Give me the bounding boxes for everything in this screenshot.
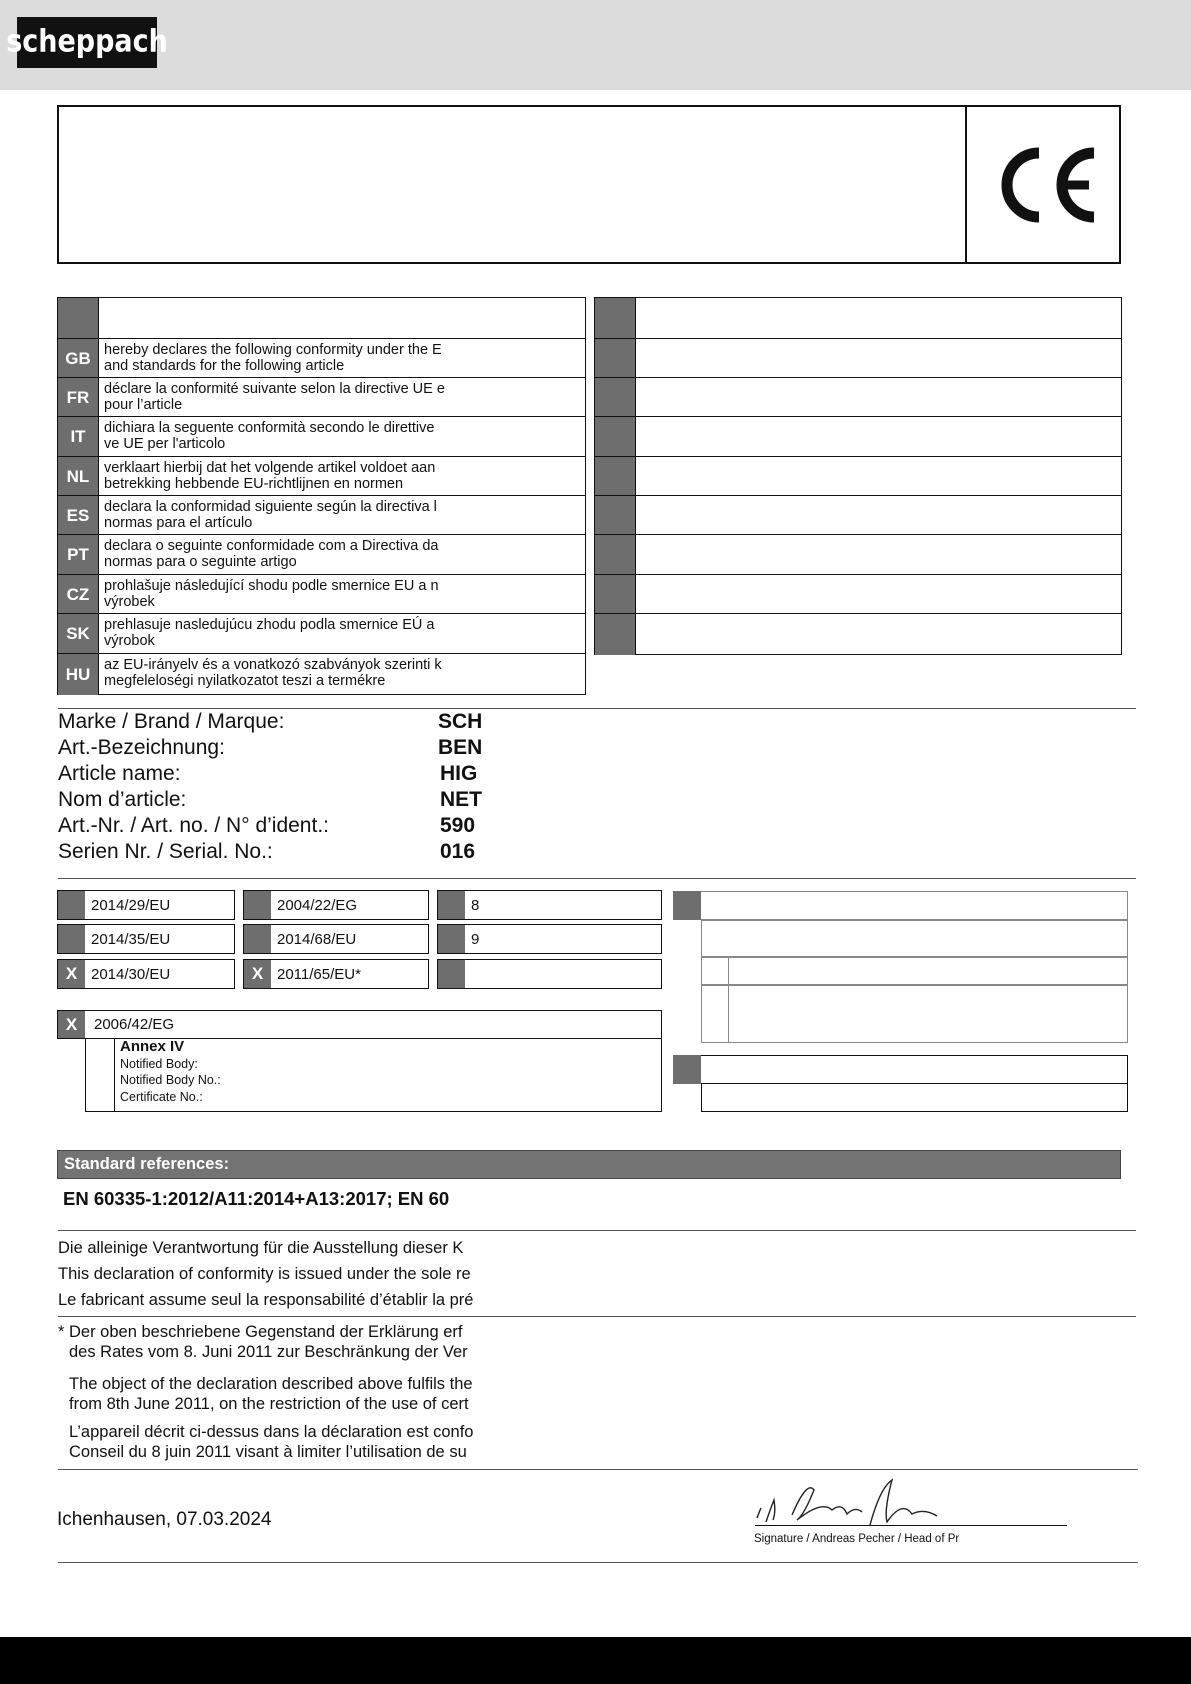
signature-caption: Signature / Andreas Pecher / Head of Pr bbox=[754, 1533, 960, 1545]
language-text-line2: ve UE per l'articolo bbox=[104, 436, 226, 452]
certificate-no-label: Certificate No.: bbox=[120, 1089, 203, 1104]
language-text-line1: hereby declares the following conformity under the E bbox=[104, 342, 442, 358]
language-text-line1: déclare la conformité suivante selon la directive UE e bbox=[104, 381, 445, 397]
logo-text: scheppach bbox=[6, 22, 168, 59]
language-table-right bbox=[594, 297, 1122, 655]
language-row-hu bbox=[58, 653, 585, 695]
language-row bbox=[595, 574, 1121, 614]
language-text-line1: prehlasuje nasledujúcu zhodu podla smernice EÚ a bbox=[104, 617, 435, 633]
language-code-blank bbox=[58, 298, 99, 338]
annex-title: Annex IV bbox=[120, 1038, 185, 1055]
language-row-gb bbox=[58, 338, 585, 378]
directive-checkbox bbox=[58, 891, 85, 919]
language-text-line2: and standards for the following article bbox=[104, 358, 345, 374]
designation-value: BEN bbox=[438, 736, 483, 759]
directive-checkbox: X bbox=[58, 960, 85, 988]
art-no-label: Art.-Nr. / Art. no. / N° d’ident.: bbox=[58, 814, 329, 837]
directive-text: 2014/68/EU bbox=[277, 931, 357, 948]
nom-article-label: Nom d’article: bbox=[58, 788, 187, 811]
responsibility-fr: Le fabricant assume seul la responsabilité d’établir la pré bbox=[58, 1291, 474, 1309]
designation-label: Art.-Bezeichnung: bbox=[58, 736, 225, 759]
language-row bbox=[595, 456, 1121, 496]
blank-checkbox bbox=[673, 891, 701, 920]
language-text-line1: az EU-irányelv és a vonatkozó szabványok szerinti k bbox=[104, 657, 442, 673]
language-header-row bbox=[58, 298, 585, 338]
language-row-fr bbox=[58, 377, 585, 417]
directive-box bbox=[57, 959, 235, 989]
language-text-line2: betrekking hebbende EU-richtlijnen en normen bbox=[104, 476, 404, 492]
language-code: HU bbox=[58, 654, 99, 695]
article-name-value: HIG bbox=[440, 762, 478, 785]
language-code: NL bbox=[58, 457, 99, 496]
language-text-line1: prohlašuje následující shodu podle smernice EU a n bbox=[104, 578, 439, 594]
divider bbox=[58, 1316, 1136, 1317]
rohs-note-en-1: The object of the declaration described above fulfils the bbox=[69, 1375, 473, 1393]
directive-box bbox=[437, 924, 662, 954]
directive-box bbox=[243, 959, 429, 989]
blank-box bbox=[701, 1083, 1128, 1112]
directive-text: 2014/30/EU bbox=[91, 966, 171, 983]
divider bbox=[58, 1469, 1138, 1470]
blank-box bbox=[673, 891, 1128, 920]
blank-checkbox bbox=[673, 1055, 701, 1084]
responsibility-en: This declaration of conformity is issued under the sole re bbox=[58, 1265, 471, 1283]
directive-checkbox: X bbox=[244, 960, 271, 988]
annex-box bbox=[85, 1039, 662, 1112]
blank-box bbox=[673, 1055, 1128, 1084]
machinery-directive-box bbox=[57, 1010, 662, 1039]
language-row bbox=[595, 377, 1121, 417]
language-code-blank bbox=[595, 417, 636, 457]
language-row-es bbox=[58, 495, 585, 535]
directive-text: 2011/65/EU* bbox=[277, 966, 361, 983]
directive-box bbox=[243, 890, 429, 920]
language-row-pt bbox=[58, 534, 585, 575]
language-row bbox=[595, 338, 1121, 378]
rohs-note-fr-1: L’appareil décrit ci-dessus dans la déclaration est confo bbox=[69, 1423, 474, 1441]
directive-checkbox bbox=[438, 891, 465, 919]
language-code-blank bbox=[595, 339, 636, 378]
language-text-line2: normas para el artículo bbox=[104, 515, 253, 531]
directive-checkbox bbox=[438, 925, 465, 953]
language-text-line1: dichiara la seguente conformità secondo le direttive bbox=[104, 420, 435, 436]
directive-checkbox bbox=[58, 925, 85, 953]
language-text-line2: normas para o seguinte artigo bbox=[104, 554, 297, 570]
directive-text: 2004/22/EG bbox=[277, 897, 358, 914]
rohs-note-en-2: from 8th June 2011, on the restriction of the use of cert bbox=[69, 1395, 469, 1413]
language-row bbox=[595, 534, 1121, 575]
language-code-blank bbox=[595, 378, 636, 417]
directive-checkbox bbox=[438, 960, 465, 988]
signature-line bbox=[755, 1525, 1067, 1526]
title-box bbox=[57, 105, 1121, 264]
directive-text: 9 bbox=[471, 931, 480, 948]
rohs-note-fr-2: Conseil du 8 juin 2011 visant à limiter l’utilisation de su bbox=[69, 1443, 467, 1461]
language-text-line2: megfelelоségi nyilatkozatot teszi a termékre bbox=[104, 673, 386, 689]
machinery-checkbox: X bbox=[58, 1011, 85, 1038]
language-code: PT bbox=[58, 535, 99, 575]
article-name-label: Article name: bbox=[58, 762, 181, 785]
language-row-sk bbox=[58, 613, 585, 654]
language-text-line2: pour l’article bbox=[104, 397, 183, 413]
handwritten-signature bbox=[752, 1470, 962, 1540]
serial-value: 016 bbox=[440, 840, 476, 863]
rohs-note-de-2: des Rates vom 8. Juni 2011 zur Beschränkung der Ver bbox=[69, 1343, 468, 1361]
language-code-blank bbox=[595, 298, 636, 338]
ce-cell bbox=[965, 107, 1119, 262]
divider bbox=[58, 878, 1136, 879]
machinery-directive-text: 2006/42/EG bbox=[94, 1016, 175, 1033]
standard-references-text: EN 60335-1:2012/A11:2014+A13:2017; EN 60 bbox=[63, 1188, 450, 1209]
blank-box bbox=[701, 957, 1128, 985]
directive-box bbox=[57, 890, 235, 920]
language-text-line2: výrobek bbox=[104, 594, 155, 610]
language-row-it bbox=[58, 416, 585, 457]
divider bbox=[58, 1230, 1136, 1231]
language-row-nl bbox=[58, 456, 585, 496]
ce-mark-icon bbox=[967, 107, 1117, 262]
language-code: FR bbox=[58, 378, 99, 417]
language-code-blank bbox=[595, 496, 636, 535]
language-code: SK bbox=[58, 614, 99, 654]
art-no-value: 590 bbox=[440, 814, 476, 837]
language-row-cz bbox=[58, 574, 585, 614]
place-date: Ichenhausen, 07.03.2024 bbox=[57, 1509, 272, 1530]
standard-references-heading: Standard references: bbox=[57, 1150, 1121, 1179]
footer-bar bbox=[0, 1637, 1191, 1684]
brand-value: SCH bbox=[438, 710, 483, 733]
scheppach-logo bbox=[6, 17, 168, 68]
language-row bbox=[595, 416, 1121, 457]
language-row bbox=[595, 613, 1121, 655]
language-row bbox=[595, 298, 1121, 338]
directive-box bbox=[243, 924, 429, 954]
responsibility-de: Die alleinige Verantwortung für die Ausstellung dieser K bbox=[58, 1239, 464, 1257]
brand-label: Marke / Brand / Marque: bbox=[58, 710, 285, 733]
directive-checkbox bbox=[244, 925, 271, 953]
language-code: CZ bbox=[58, 575, 99, 614]
language-table-left bbox=[57, 297, 586, 695]
directive-text: 8 bbox=[471, 897, 480, 914]
directive-text: 2014/29/EU bbox=[91, 897, 171, 914]
language-row bbox=[595, 495, 1121, 535]
language-text-line1: declara la conformidad siguiente según la directiva l bbox=[104, 499, 437, 515]
language-code: ES bbox=[58, 496, 99, 535]
header-bar bbox=[0, 0, 1191, 90]
notified-body-label: Notified Body: bbox=[120, 1056, 198, 1071]
notified-body-no-label: Notified Body No.: bbox=[120, 1073, 221, 1087]
directive-checkbox bbox=[244, 891, 271, 919]
blank-box bbox=[701, 920, 1128, 957]
language-text-line1: verklaart hierbij dat het volgende artikel voldoet aan bbox=[104, 460, 436, 476]
blank-box bbox=[701, 985, 1128, 1043]
divider bbox=[58, 1562, 1138, 1563]
language-text-line1: declara o seguinte conformidade com a Directiva da bbox=[104, 538, 439, 554]
directive-box bbox=[57, 924, 235, 954]
language-code-blank bbox=[595, 575, 636, 614]
language-code: GB bbox=[58, 339, 99, 378]
rohs-note-de-1: * Der oben beschriebene Gegenstand der Erklärung erf bbox=[58, 1323, 463, 1341]
directive-box bbox=[437, 959, 662, 989]
language-code: IT bbox=[58, 417, 99, 457]
directive-text: 2014/35/EU bbox=[91, 931, 171, 948]
nom-article-value: NET bbox=[440, 788, 482, 811]
language-code-blank bbox=[595, 457, 636, 496]
language-text-line2: výrobok bbox=[104, 633, 155, 649]
language-code-blank bbox=[595, 535, 636, 575]
directive-box bbox=[437, 890, 662, 920]
language-code-blank bbox=[595, 614, 636, 655]
serial-label: Serien Nr. / Serial. No.: bbox=[58, 840, 273, 863]
